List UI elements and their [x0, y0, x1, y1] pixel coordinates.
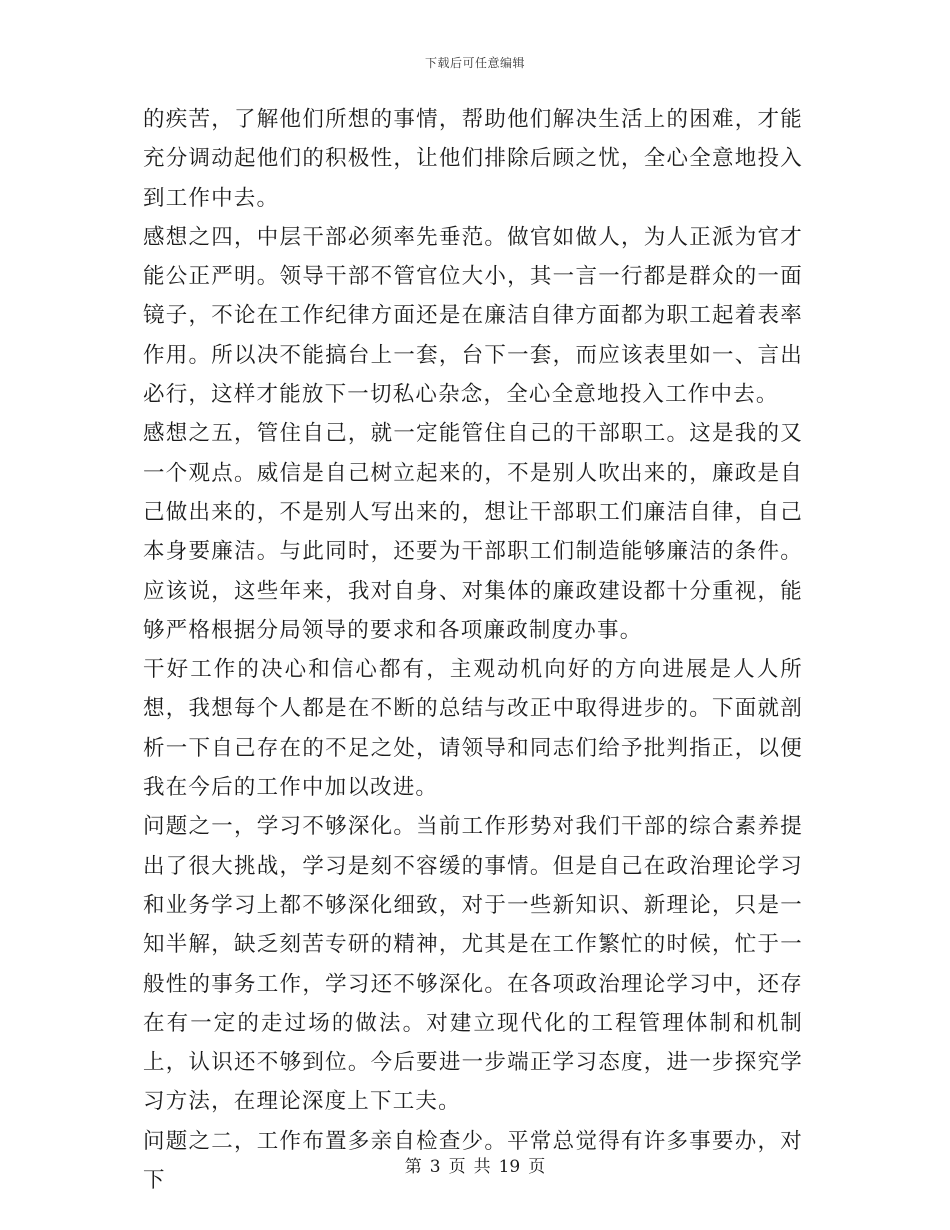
paragraph-5: 问题之一，学习不够深化。当前工作形势对我们干部的综合素养提出了很大挑战，学习是刻不容缓的事情。但是自己在政治理论学习和业务学习上都不够深化细致，对于一些新知识、新理论，只是一知半解，缺乏刻苦专研的精神，尤其是在工作繁忙的时候，忙于一般性的事务工作，学习还不够深化。在各项政治理论学习中，还存在有一定的走过场的做法。对建立现代化的工程管理体制和机制上，认识还不够到位。今后要进一步端正学习态度，进一步探究学习方法，在理论深度上下工夫。	[143, 814, 803, 1115]
footer-current-page: 3	[429, 1157, 441, 1177]
paragraph-3: 感想之五，管住自己，就一定能管住自己的干部职工。这是我的又一个观点。威信是自己树立起来的，不是别人吹出来的，廉政是自己做出来的，不是别人写出来的，想让干部职工们廉洁自律，自己本身要廉洁。与此同时，还要为干部职工们制造能够廉洁的条件。应该说，这些年来，我对自身、对集体的廉政建设都十分重视，能够严格根据分局领导的要求和各项廉政制度办事。	[143, 421, 803, 643]
paragraph-2: 感想之四，中层干部必须率先垂范。做官如做人，为人正派为官才能公正严明。领导干部不管官位大小，其一言一行都是群众的一面镜子，不论在工作纪律方面还是在廉洁自律方面都为职工起着表率作用。所以决不能搞台上一套，台下一套，而应该表里如一、言出必行，这样才能放下一切私心杂念，全心全意地投入工作中去。	[143, 224, 803, 408]
footer-label-mid2: 共	[473, 1157, 491, 1177]
page-footer	[0, 1152, 950, 1177]
footer-total-pages: 19	[498, 1157, 521, 1177]
footer-label-pre: 第	[404, 1157, 422, 1177]
paragraph-6: 问题之二，工作布置多亲自检查少。平常总觉得有许多事要办，对下	[143, 1128, 803, 1194]
footer-label-mid1: 页	[448, 1157, 466, 1177]
document-body	[143, 100, 803, 1200]
paragraph-4: 干好工作的决心和信心都有，主观动机向好的方向进展是人人所想，我想每个人都是在不断的总结与改正中取得进步的。下面就剖析一下自己存在的不足之处，请领导和同志们给予批判指正，以便我在今后的工作中加以改进。	[143, 657, 803, 801]
page-header: 下载后可任意编辑	[424, 56, 525, 70]
paragraph-1: 的疾苦，了解他们所想的事情，帮助他们解决生活上的困难，才能充分调动起他们的积极性，让他们排除后顾之忧，全心全意地投入到工作中去。	[143, 107, 803, 211]
footer-label-post: 页	[528, 1157, 546, 1177]
